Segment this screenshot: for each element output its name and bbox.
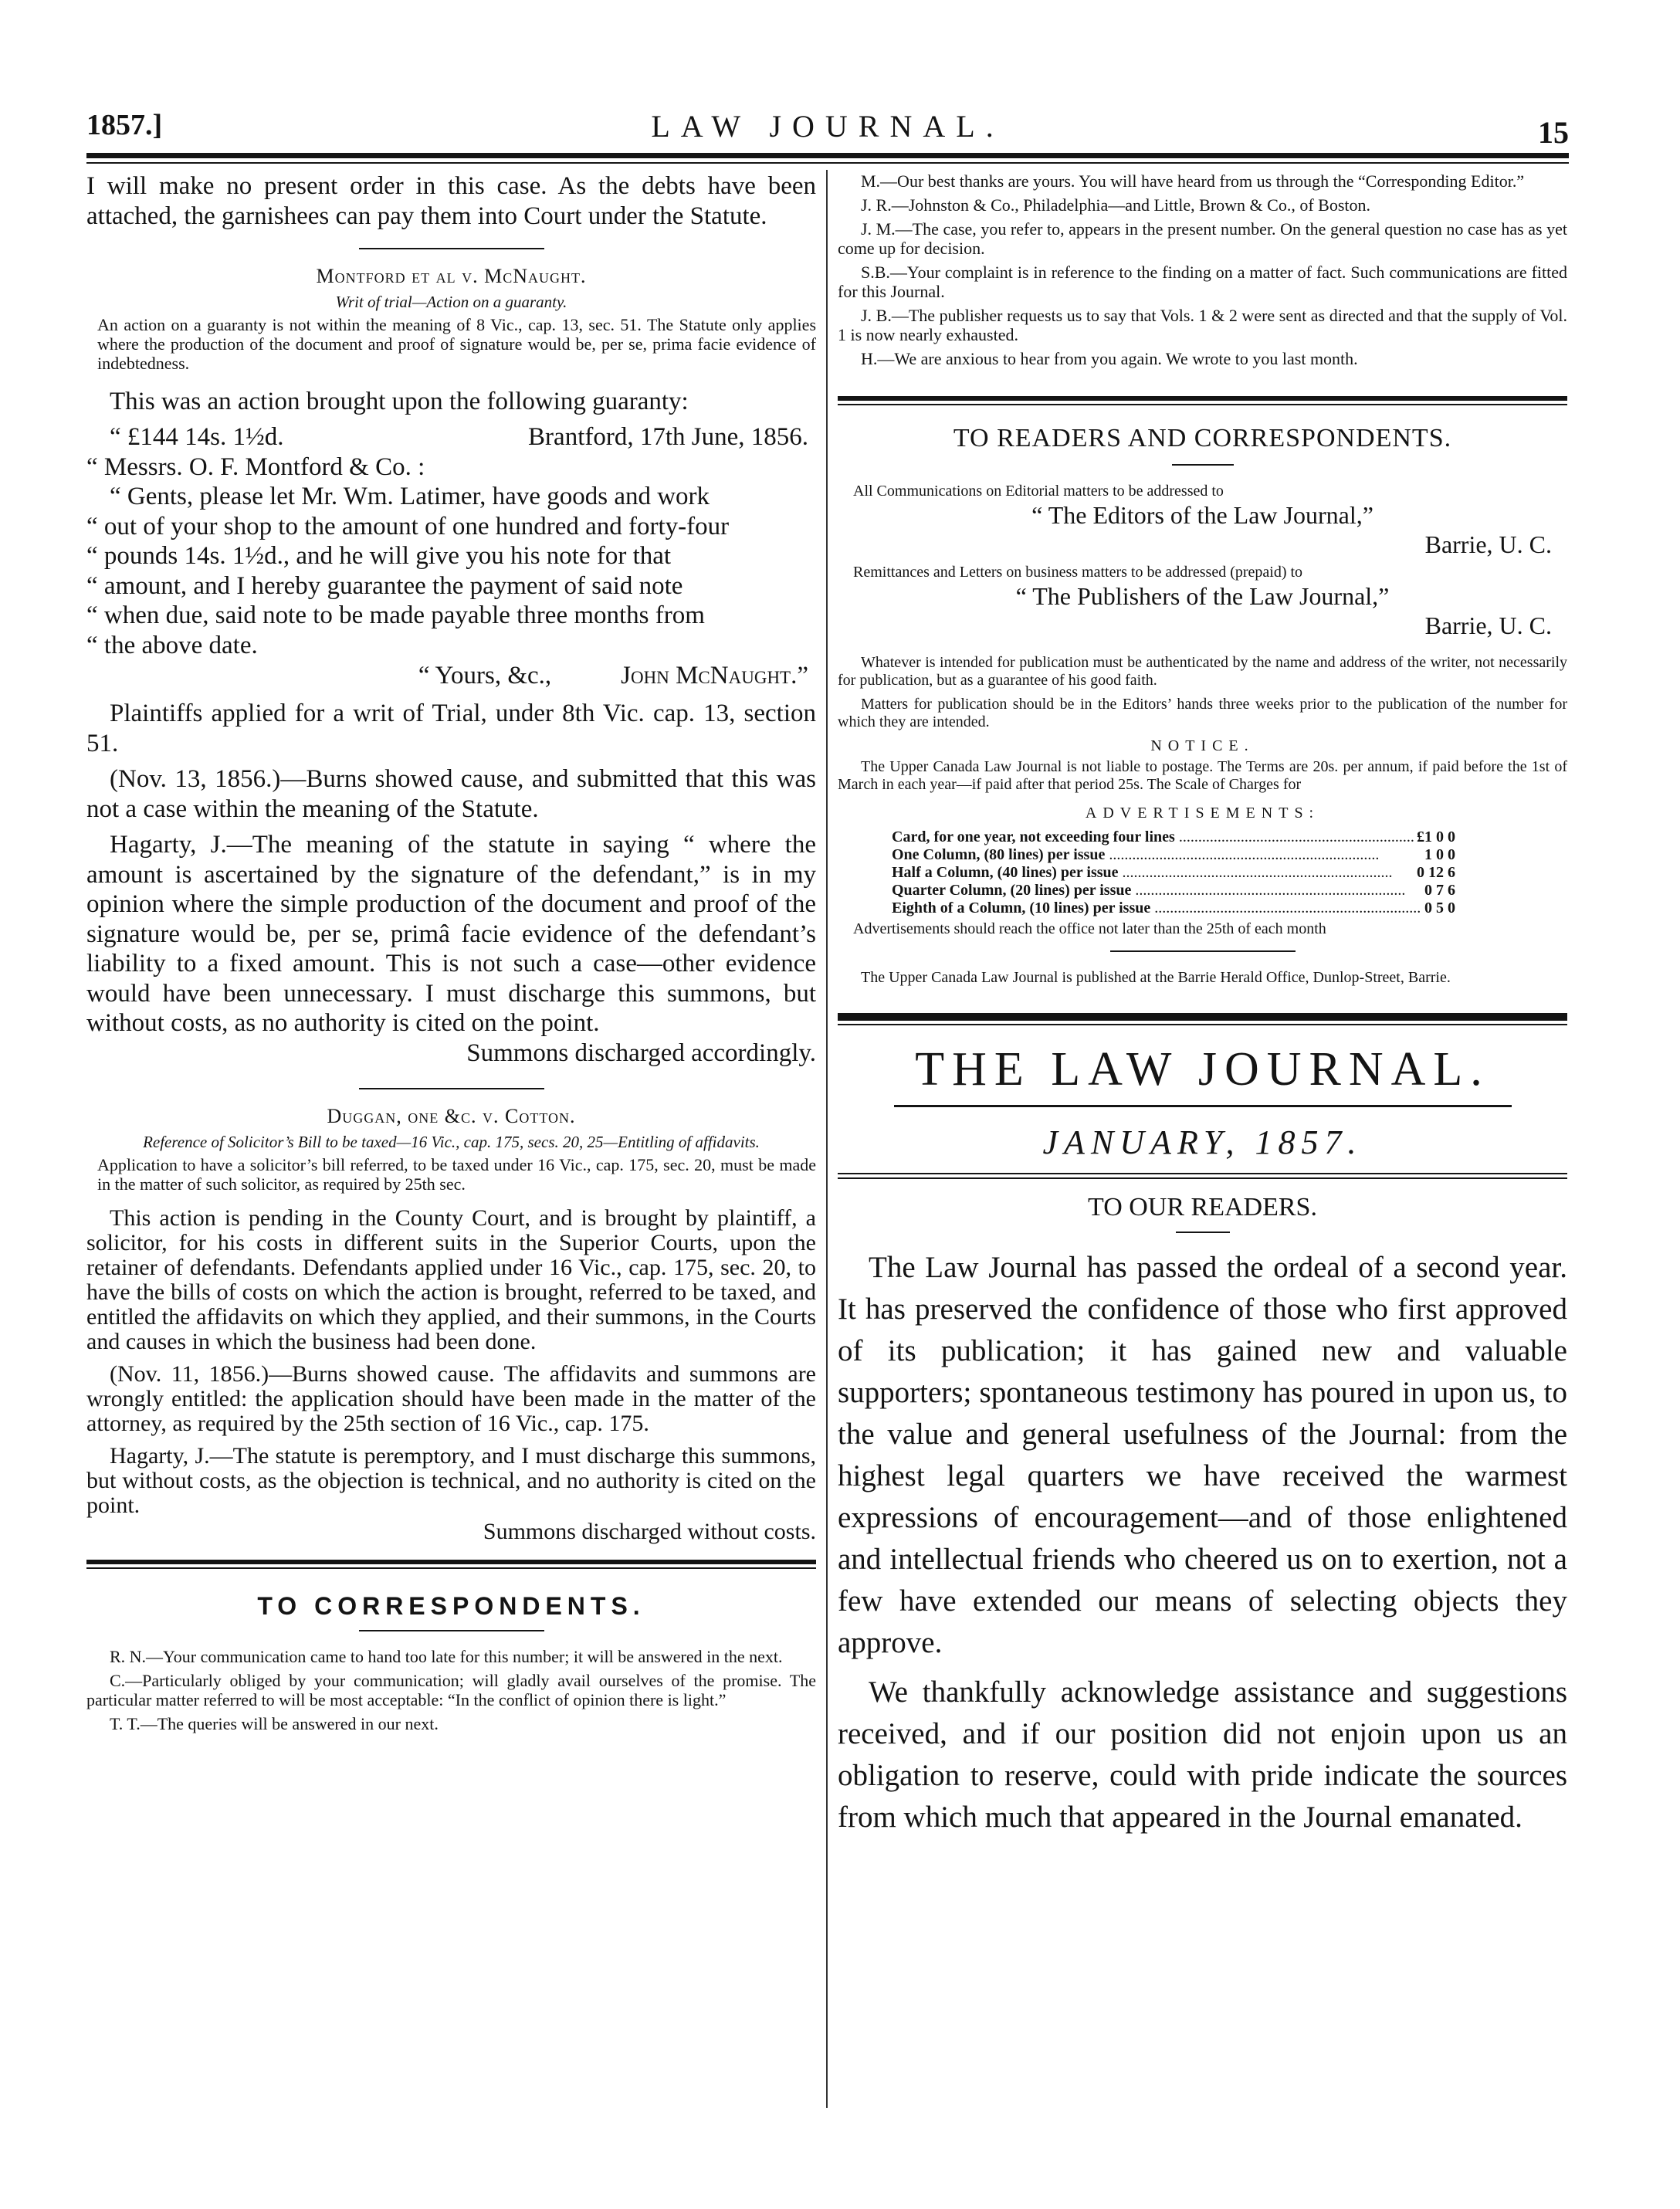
publisher-imprint: The Upper Canada Law Journal is published at the Barrie Herald Office, Dunlop-Street, Barrie.	[861, 969, 1451, 986]
opening-paragraph: I will make no present order in this case. As the debts have been attached, the garnishees can pay them into Court under the Statute.	[86, 172, 816, 230]
signature-yours: “ Yours, &c.,	[418, 662, 552, 689]
correspondent-note: J. B.—The publisher requests us to say that Vols. 1 & 2 were sent as directed and that the supply of Vol. 1 is now nearly exhausted.	[838, 306, 1567, 344]
ad-rate-row	[892, 828, 1455, 846]
case-disposition: Summons discharged without costs.	[483, 1519, 816, 1544]
ad-rate-row	[892, 864, 1455, 882]
ad-rate-price: £1 0 0	[1417, 828, 1455, 845]
readers-heading: TO READERS AND CORRESPONDENTS.	[953, 424, 1452, 452]
publication-policy: Whatever is intended for publication must be authenticated by the name and address of the writer, not necessarily for publication, but as a guarantee of his good faith.	[838, 654, 1567, 689]
case-title-montford: Montford et al v. McNaught.	[316, 265, 587, 287]
case-subtitle-montford: Writ of trial—Action on a guaranty.	[335, 293, 567, 311]
correspondent-note: S.B.—Your complaint is in reference to the finding on a matter of fact. Such communications are fitted for this Journal.	[838, 263, 1567, 301]
ad-rate-label: Card, for one year, not exceeding four lines .....	[892, 828, 1414, 846]
case-paragraph: Plaintiffs applied for a writ of Trial, under 8th Vic. cap. 13, section 51.	[86, 700, 816, 757]
correspondent-note: H.—We are anxious to hear from you again. We wrote to you last month.	[861, 349, 1358, 368]
header-rule	[86, 153, 1569, 158]
ad-rate-label: One Column, (80 lines) per issue .....	[892, 846, 1421, 864]
business-intro: Remittances and Letters on business matters to be addressed (prepaid) to	[853, 564, 1303, 581]
editors-address-line: “ The Editors of the Law Journal,”	[1031, 501, 1373, 529]
ad-rate-label: Half a Column, (40 lines) per issue .....	[892, 864, 1414, 882]
guaranty-signature	[86, 660, 816, 691]
header-year: 1857.]	[86, 109, 163, 141]
editorial-intro: All Communications on Editorial matters to be addressed to	[853, 483, 1224, 500]
section-divider	[359, 248, 544, 249]
ad-rate-label: Quarter Column, (20 lines) per issue .....	[892, 882, 1421, 900]
ad-rate-label: Eighth of a Column, (10 lines) per issue .....	[892, 900, 1421, 917]
case-intro: This was an action brought upon the following guaranty:	[110, 388, 689, 415]
correspondent-note: T. T.—The queries will be answered in our next.	[110, 1714, 439, 1733]
ad-rate-row	[892, 846, 1455, 864]
guaranty-place-date: Brantford, 17th June, 1856.	[528, 422, 808, 451]
left-column	[86, 171, 816, 1733]
guaranty-header	[86, 422, 816, 452]
publishers-address-line: “ The Publishers of the Law Journal,”	[1015, 582, 1390, 610]
letter-line: “ Gents, please let Mr. Wm. Latimer, have goods and work	[110, 483, 710, 510]
headnote-duggan: Application to have a solicitor’s bill referred, to be taxed under 16 Vic., cap. 175, sec. 20, must be made in the matter of such solicitor, as required by 25th sec.	[97, 1155, 816, 1194]
ad-rate-row	[892, 900, 1455, 917]
letter-line: “ out of your shop to the amount of one hundred and forty-four	[86, 512, 730, 540]
case-subtitle-duggan: Reference of Solicitor’s Bill to be taxed—16 Vic., cap. 175, secs. 20, 25—Entitling of affidavits.	[143, 1133, 760, 1151]
masthead-rule-thin	[838, 1024, 1567, 1025]
header-title: LAW JOURNAL.	[651, 109, 1004, 144]
ad-rate-price: 0 5 0	[1424, 900, 1455, 916]
case-title-duggan: Duggan, one &c. v. Cotton.	[327, 1105, 576, 1127]
correspondent-note: C.—Particularly obliged by your communication; will gladly avail ourselves of the promise. The particular matter referred to will be most acceptable: “In the conflict of opinion there is light.”	[86, 1671, 816, 1709]
correspondent-note: J. R.—Johnston & Co., Philadelphia—and Little, Brown & Co., of Boston.	[861, 195, 1370, 215]
date-rule-second	[838, 1177, 1567, 1179]
section-rule-thin	[838, 404, 1567, 405]
ad-rate-price: 0 12 6	[1417, 864, 1455, 881]
case-disposition: Summons discharged accordingly.	[466, 1038, 816, 1067]
header-rule-thin	[86, 162, 1569, 164]
to-readers-heading: TO OUR READERS.	[1088, 1193, 1317, 1221]
advertisements-heading: ADVERTISEMENTS:	[1085, 805, 1320, 822]
letter-line: “ pounds 14s. 1½d., and he will give you his note for that	[86, 542, 672, 570]
masthead-underline	[894, 1105, 1512, 1107]
case-paragraph: (Nov. 13, 1856.)—Burns showed cause, and submitted that this was not a case within the meaning of the Statute.	[86, 765, 816, 823]
page-number: 15	[1538, 115, 1569, 150]
signature-name: John McNaught.”	[621, 662, 808, 689]
masthead-title: THE LAW JOURNAL.	[915, 1043, 1490, 1096]
correspondent-notes	[838, 171, 1567, 368]
letter-line: “ amount, and I hereby guarantee the payment of said note	[86, 571, 683, 600]
notice-text: The Upper Canada Law Journal is not liable to postage. The Terms are 20s. per annum, if paid before the 1st of March in each year—if paid after that period 25s. The Scale of Charges for	[838, 758, 1567, 793]
ad-rate-row	[892, 882, 1455, 900]
advertisement-deadline: Advertisements should reach the office not later than the 25th of each month	[853, 920, 1326, 937]
correspondent-note: J. M.—The case, you refer to, appears in the present number. On the general question no case has as yet come up for decision.	[838, 219, 1567, 258]
case-paragraph: (Nov. 11, 1856.)—Burns showed cause. The affidavits and summons are wrongly entitled: the application should have been made in the matter of the attorney, as required by the 25th section of 16 Vic., cap. 175.	[86, 1361, 816, 1436]
headnote-montford: An action on a guaranty is not within the meaning of 8 Vic., cap. 13, sec. 51. The Statute only applies where the production of the document and proof of signature would be, per se, prima facie evidence of indebtedness.	[97, 315, 816, 373]
editors-city: Barrie, U. C.	[1424, 530, 1552, 558]
column-divider	[826, 170, 828, 2108]
editorial-paragraph: We thankfully acknowledge assistance and suggestions received, and if our position did not enjoin upon us an obligation to reserve, could with pride indicate the sources from which much that appeared in the Journal emanated.	[838, 1675, 1567, 1834]
case-paragraph: This action is pending in the County Court, and is brought by plaintiff, a solicitor, for his costs in different suits in the Superior Courts, upon the retainer of defendants. Defendants applied under 16 Vic., cap. 175, sec. 20, to have the bills of costs on which the action is brought, referred to be taxed, and entitled the affidavits on which they applied, and their summons, in the Courts and causes in which the business had been done.	[86, 1205, 816, 1354]
editorial-paragraph: The Law Journal has passed the ordeal of a second year. It has preserved the confidence of those who first approved of its publication; it has gained new and valuable supporters; spontaneous testimony has poured in upon us, to the value and general usefulness of the Journal: from the highest legal quarters we have received the warmest expressions of encouragement—and of those enlightened and intellectual friends who cheered us on to exertion, not a few have extended our means of selecting objects they approve.	[838, 1251, 1567, 1659]
letter-line: “ the above date.	[86, 631, 258, 659]
ad-rate-price: 0 7 6	[1424, 882, 1455, 899]
ad-rate-price: 1 0 0	[1424, 846, 1455, 863]
running-header	[86, 108, 1569, 154]
guaranty-letter	[86, 482, 816, 660]
right-column	[838, 171, 1567, 1838]
publishers-city: Barrie, U. C.	[1424, 612, 1552, 639]
advertisement-rates	[892, 828, 1455, 917]
correspondents-heading: TO CORRESPONDENTS.	[257, 1592, 645, 1620]
guaranty-amount: “ £144 14s. 1½d.	[110, 422, 284, 451]
correspondent-note: R. N.—Your communication came to hand too late for this number; it will be answered in the next.	[110, 1647, 783, 1666]
section-rule-thin	[86, 1567, 816, 1569]
letter-line: “ when due, said note to be made payable three months from	[86, 601, 705, 629]
masthead-rule	[838, 1013, 1567, 1021]
guaranty-salutation: “ Messrs. O. F. Montford & Co. :	[86, 452, 425, 481]
issue-date: JANUARY, 1857.	[1042, 1123, 1363, 1161]
section-divider	[359, 1088, 544, 1089]
judgment-paragraph: Hagarty, J.—The statute is peremptory, and I must discharge this summons, but without costs, as the objection is technical, and no authority is cited on the point.	[86, 1443, 816, 1518]
notice-heading: NOTICE.	[1150, 737, 1255, 754]
judgment-paragraph: Hagarty, J.—The meaning of the statute in saying “ where the amount is ascertained by the signature of the defendant,” is in my opinion where the simple production of the document and proof of the signature would be, per se, primâ facie evidence of the defendant’s liability to a fixed amount. This is not such a case—other evidence would have been unnecessary. I must discharge this summons, but without costs, as no authority is cited on the point.	[86, 831, 816, 1037]
correspondent-note: M.—Our best thanks are yours. You will have heard from us through the “Corresponding Editor.”	[861, 171, 1525, 191]
publication-deadline: Matters for publication should be in the Editors’ hands three weeks prior to the publication of the number for which they are intended.	[838, 696, 1567, 730]
